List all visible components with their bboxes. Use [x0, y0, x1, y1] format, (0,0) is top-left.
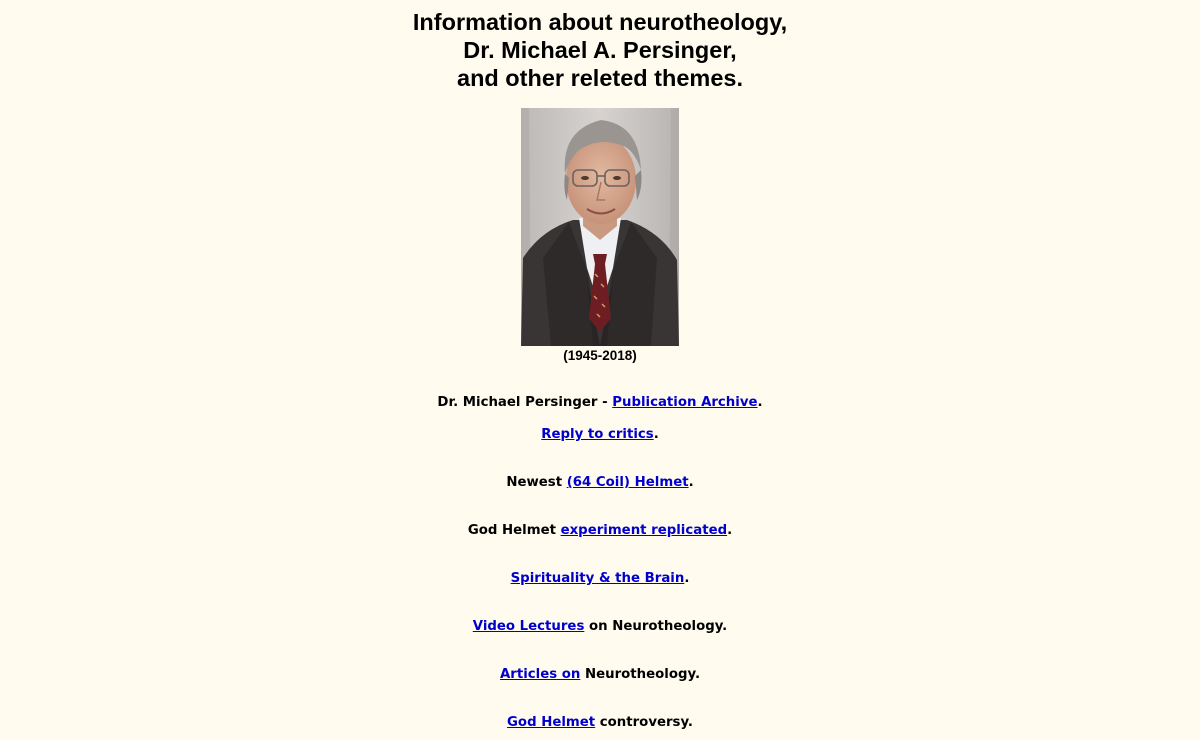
portrait-caption: (1945-2018): [563, 348, 637, 363]
experiment-replicated-link[interactable]: experiment replicated: [560, 523, 728, 538]
line-text: .: [757, 395, 763, 410]
publication-archive-line: [0, 394, 1200, 412]
line-text: .: [727, 523, 733, 538]
video-lectures-line: [0, 618, 1200, 636]
helmet-64-coil-link[interactable]: (64 Coil) Helmet: [566, 475, 689, 490]
line-text: Dr. Michael Persinger -: [437, 395, 613, 410]
line-text: .: [653, 427, 659, 442]
page-title-line-3: and other releted themes.: [457, 65, 743, 91]
reply-to-critics-line: [0, 426, 1200, 444]
articles-line: [0, 666, 1200, 684]
page-title: [0, 8, 1200, 92]
spirituality-brain-link[interactable]: Spirituality & the Brain: [510, 571, 685, 586]
god-helmet-link[interactable]: God Helmet: [507, 715, 596, 730]
spirituality-brain-line: [0, 570, 1200, 588]
portrait-photo: [521, 108, 679, 346]
line-text: Neurotheology.: [580, 667, 700, 682]
page-title-line-1: Information about neurotheology,: [412, 9, 788, 35]
experiment-replicated-line: [0, 522, 1200, 540]
reply-to-critics-link[interactable]: Reply to critics: [541, 427, 654, 442]
page-title-line-2: Dr. Michael A. Persinger,: [463, 37, 737, 63]
line-text: .: [684, 571, 690, 586]
articles-link[interactable]: Articles on: [500, 667, 581, 682]
line-text: God Helmet: [467, 523, 561, 538]
line-text: Newest: [506, 475, 567, 490]
portrait-illustration: [521, 108, 679, 346]
publication-archive-link[interactable]: Publication Archive: [612, 395, 758, 410]
newest-helmet-line: [0, 474, 1200, 492]
video-lectures-link[interactable]: Video Lectures: [472, 619, 585, 634]
line-text: on Neurotheology.: [584, 619, 728, 634]
line-text: .: [688, 475, 694, 490]
god-helmet-controversy-line: [0, 714, 1200, 732]
line-text: controversy.: [595, 715, 693, 730]
